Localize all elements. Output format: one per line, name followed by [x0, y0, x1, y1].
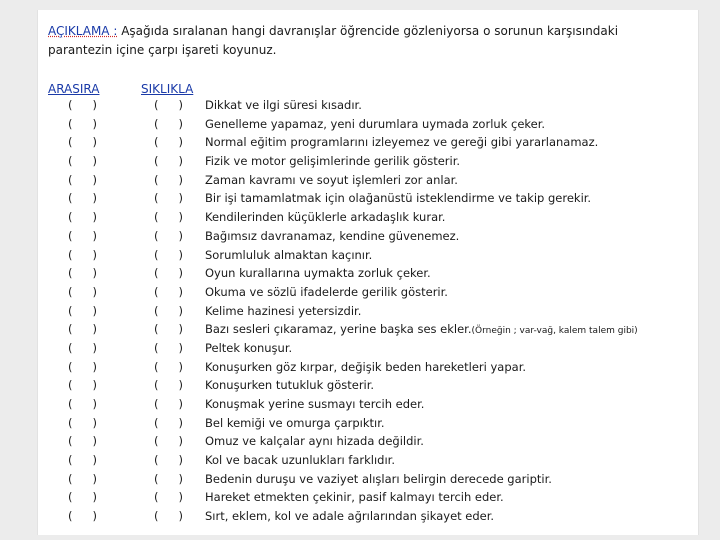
checkbox-open-paren: ( [154, 284, 159, 299]
behavior-statement [205, 171, 458, 190]
behavior-statement [205, 189, 591, 208]
behavior-text: Konuşurken tutukluk gösterir. [205, 378, 375, 393]
checkbox-open-paren: ( [68, 228, 73, 243]
checkbox-open-paren: ( [154, 340, 159, 355]
checkbox-close-paren: ) [92, 453, 97, 468]
checkbox-arasira[interactable] [68, 283, 97, 302]
checkbox-close-paren: ) [92, 210, 97, 225]
checkbox-close-paren: ) [92, 172, 97, 187]
behavior-statement [205, 302, 361, 321]
behavior-row [38, 432, 698, 451]
behavior-statement [205, 507, 494, 526]
checkbox-open-paren: ( [68, 434, 73, 449]
behavior-list [38, 96, 698, 526]
checkbox-close-paren: ) [92, 154, 97, 169]
behavior-text: Oyun kurallarına uymakta zorluk çeker. [205, 266, 431, 281]
checkbox-open-paren: ( [154, 359, 159, 374]
questionnaire-sheet [37, 10, 699, 535]
checkbox-close-paren: ) [92, 509, 97, 524]
checkbox-close-paren: ) [92, 322, 97, 337]
checkbox-open-paren: ( [68, 415, 73, 430]
behavior-row [38, 414, 698, 433]
checkbox-close-paren: ) [92, 247, 97, 262]
checkbox-open-paren: ( [68, 266, 73, 281]
checkbox-open-paren: ( [68, 191, 73, 206]
behavior-statement [205, 470, 552, 489]
checkbox-open-paren: ( [68, 210, 73, 225]
behavior-statement [205, 133, 598, 152]
behavior-statement [205, 283, 448, 302]
checkbox-close-paren: ) [178, 340, 183, 355]
checkbox-close-paren: ) [178, 154, 183, 169]
checkbox-close-paren: ) [92, 303, 97, 318]
checkbox-close-paren: ) [178, 284, 183, 299]
checkbox-open-paren: ( [154, 322, 159, 337]
checkbox-close-paren: ) [92, 135, 97, 150]
checkbox-siklikla[interactable] [154, 395, 183, 414]
behavior-row [38, 152, 698, 171]
checkbox-open-paren: ( [68, 135, 73, 150]
behavior-row [38, 395, 698, 414]
checkbox-close-paren: ) [178, 266, 183, 281]
behavior-row [38, 115, 698, 134]
behavior-text: Kendilerinden küçüklerle arkadaşlık kurar. [205, 210, 446, 225]
behavior-statement [205, 414, 385, 433]
checkbox-close-paren: ) [178, 359, 183, 374]
behavior-statement [205, 208, 445, 227]
behavior-statement [205, 376, 374, 395]
checkbox-siklikla[interactable] [154, 451, 183, 470]
checkbox-close-paren: ) [178, 98, 183, 112]
behavior-text: Dikkat ve ilgi süresi kısadır. [205, 98, 362, 112]
checkbox-siklikla[interactable] [154, 376, 183, 395]
behavior-text: Kelime hazinesi yetersizdir. [205, 303, 362, 318]
checkbox-siklikla[interactable] [154, 227, 183, 246]
checkbox-siklikla[interactable] [154, 189, 183, 208]
checkbox-close-paren: ) [178, 135, 183, 150]
checkbox-arasira[interactable] [68, 96, 97, 115]
column-header-arasira: ARASIRA [48, 82, 100, 96]
checkbox-open-paren: ( [154, 228, 159, 243]
checkbox-close-paren: ) [92, 397, 97, 411]
checkbox-siklikla[interactable] [154, 507, 183, 526]
behavior-statement [205, 246, 372, 265]
behavior-text: Genelleme yapamaz, yeni durumlara uymada zorluk çeker. [205, 116, 546, 131]
checkbox-open-paren: ( [68, 98, 73, 112]
checkbox-siklikla[interactable] [154, 264, 183, 283]
checkbox-close-paren: ) [92, 340, 97, 355]
behavior-statement [205, 227, 459, 246]
checkbox-open-paren: ( [68, 154, 73, 169]
checkbox-close-paren: ) [92, 434, 97, 449]
behavior-statement [205, 96, 362, 115]
checkbox-open-paren: ( [68, 116, 73, 131]
checkbox-open-paren: ( [68, 471, 73, 486]
checkbox-siklikla[interactable] [154, 133, 183, 152]
checkbox-arasira[interactable] [68, 115, 97, 134]
checkbox-arasira[interactable] [68, 133, 97, 152]
checkbox-open-paren: ( [154, 415, 159, 430]
checkbox-open-paren: ( [154, 266, 159, 281]
behavior-statement [205, 488, 504, 507]
behavior-row [38, 507, 698, 526]
behavior-text: Bir işi tamamlatmak için olağanüstü isteklendirme ve takip gerekir. [205, 191, 592, 206]
checkbox-close-paren: ) [178, 172, 183, 187]
behavior-text: Bedenin duruşu ve vaziyet alışları belirgin derecede gariptir. [205, 471, 552, 486]
checkbox-open-paren: ( [154, 509, 159, 524]
behavior-row [38, 283, 698, 302]
checkbox-open-paren: ( [154, 98, 159, 112]
behavior-row [38, 96, 698, 115]
behavior-text: Kol ve bacak uzunlukları farklıdır. [205, 453, 395, 468]
checkbox-close-paren: ) [178, 453, 183, 468]
behavior-text: Konuşmak yerine susmayı tercih eder. [205, 397, 425, 411]
checkbox-close-paren: ) [92, 490, 97, 505]
checkbox-siklikla[interactable] [154, 115, 183, 134]
checkbox-close-paren: ) [178, 434, 183, 449]
behavior-statement [205, 339, 292, 358]
checkbox-arasira[interactable] [68, 189, 97, 208]
checkbox-arasira[interactable] [68, 395, 97, 414]
checkbox-close-paren: ) [92, 359, 97, 374]
checkbox-open-paren: ( [154, 471, 159, 486]
checkbox-open-paren: ( [68, 322, 73, 337]
behavior-text: Fizik ve motor gelişimlerinde gerilik gösterir. [205, 154, 461, 169]
behavior-text: Okuma ve sözlü ifadelerde gerilik gösterir. [205, 284, 448, 299]
behavior-statement [205, 152, 460, 171]
checkbox-close-paren: ) [178, 303, 183, 318]
checkbox-open-paren: ( [154, 172, 159, 187]
checkbox-open-paren: ( [68, 453, 73, 468]
checkbox-arasira[interactable] [68, 208, 97, 227]
checkbox-close-paren: ) [92, 378, 97, 393]
behavior-row [38, 376, 698, 395]
checkbox-close-paren: ) [92, 415, 97, 430]
checkbox-siklikla[interactable] [154, 414, 183, 433]
behavior-row [38, 133, 698, 152]
checkbox-open-paren: ( [68, 378, 73, 393]
behavior-text: Zaman kavramı ve soyut işlemleri zor anlar. [205, 172, 458, 187]
behavior-statement [205, 115, 545, 134]
checkbox-close-paren: ) [92, 116, 97, 131]
checkbox-close-paren: ) [92, 284, 97, 299]
column-header-siklikla: SIKLIKLA [141, 82, 194, 96]
behavior-text: Bazı sesleri çıkaramaz, yerine başka ses ekler. [205, 322, 472, 337]
behavior-row [38, 208, 698, 227]
checkbox-open-paren: ( [68, 490, 73, 505]
checkbox-open-paren: ( [154, 154, 159, 169]
checkbox-close-paren: ) [178, 397, 183, 411]
checkbox-arasira[interactable] [68, 376, 97, 395]
checkbox-open-paren: ( [68, 359, 73, 374]
checkbox-arasira[interactable] [68, 470, 97, 489]
checkbox-arasira[interactable] [68, 302, 97, 321]
checkbox-siklikla[interactable] [154, 302, 183, 321]
instructions-text-line1: Aşağıda sıralanan hangi davranışlar öğrencide gözleniyorsa o sorunun karşısındaki [117, 24, 619, 38]
checkbox-siklikla[interactable] [154, 152, 183, 171]
checkbox-open-paren: ( [154, 210, 159, 225]
checkbox-close-paren: ) [178, 228, 183, 243]
checkbox-arasira[interactable] [68, 171, 97, 190]
checkbox-siklikla[interactable] [154, 470, 183, 489]
checkbox-open-paren: ( [68, 509, 73, 524]
behavior-row [38, 470, 698, 489]
checkbox-arasira[interactable] [68, 488, 97, 507]
checkbox-siklikla[interactable] [154, 171, 183, 190]
checkbox-open-paren: ( [154, 135, 159, 150]
checkbox-arasira[interactable] [68, 432, 97, 451]
behavior-row [38, 171, 698, 190]
behavior-text: Peltek konuşur. [205, 340, 293, 355]
checkbox-close-paren: ) [178, 116, 183, 131]
instructions-text-line2: parantezin içine çarpı işareti koyunuz. [48, 43, 277, 57]
checkbox-open-paren: ( [154, 378, 159, 393]
behavior-statement [205, 432, 424, 451]
checkbox-close-paren: ) [92, 266, 97, 281]
checkbox-siklikla[interactable] [154, 96, 183, 115]
checkbox-siklikla[interactable] [154, 432, 183, 451]
behavior-text: Bağımsız davranamaz, kendine güvenemez. [205, 228, 460, 243]
checkbox-open-paren: ( [68, 397, 73, 411]
checkbox-open-paren: ( [154, 247, 159, 262]
behavior-text: Konuşurken göz kırpar, değişik beden hareketleri yapar. [205, 359, 527, 374]
checkbox-arasira[interactable] [68, 451, 97, 470]
checkbox-siklikla[interactable] [154, 208, 183, 227]
checkbox-open-paren: ( [154, 453, 159, 468]
checkbox-arasira[interactable] [68, 320, 97, 339]
checkbox-open-paren: ( [154, 303, 159, 318]
behavior-text: Sırt, eklem, kol ve adale ağrılarından şikayet eder. [205, 509, 495, 524]
checkbox-arasira[interactable] [68, 152, 97, 171]
checkbox-open-paren: ( [154, 191, 159, 206]
checkbox-arasira[interactable] [68, 227, 97, 246]
checkbox-close-paren: ) [92, 228, 97, 243]
checkbox-arasira[interactable] [68, 264, 97, 283]
checkbox-siklikla[interactable] [154, 246, 183, 265]
behavior-row [38, 264, 698, 283]
checkbox-siklikla[interactable] [154, 339, 183, 358]
checkbox-siklikla[interactable] [154, 488, 183, 507]
behavior-text: Omuz ve kalçalar aynı hizada değildir. [205, 434, 424, 449]
checkbox-close-paren: ) [178, 490, 183, 505]
behavior-row [38, 358, 698, 377]
behavior-row [38, 339, 698, 358]
checkbox-arasira[interactable] [68, 339, 97, 358]
checkbox-arasira[interactable] [68, 414, 97, 433]
checkbox-open-paren: ( [68, 303, 73, 318]
behavior-row [38, 451, 698, 470]
checkbox-open-paren: ( [154, 116, 159, 131]
checkbox-close-paren: ) [178, 415, 183, 430]
checkbox-open-paren: ( [68, 284, 73, 299]
checkbox-close-paren: ) [178, 378, 183, 393]
checkbox-close-paren: ) [178, 191, 183, 206]
checkbox-arasira[interactable] [68, 507, 97, 526]
checkbox-close-paren: ) [92, 471, 97, 486]
behavior-text: Normal eğitim programlarını izleyemez ve gereği gibi yararlanamaz. [205, 135, 599, 150]
behavior-statement [205, 320, 638, 341]
behavior-row [38, 320, 698, 339]
checkbox-open-paren: ( [68, 172, 73, 187]
checkbox-close-paren: ) [178, 509, 183, 524]
behavior-row [38, 488, 698, 507]
checkbox-close-paren: ) [178, 322, 183, 337]
behavior-row [38, 227, 698, 246]
checkbox-close-paren: ) [178, 247, 183, 262]
checkbox-close-paren: ) [92, 191, 97, 206]
checkbox-close-paren: ) [178, 471, 183, 486]
checkbox-close-paren: ) [92, 98, 97, 112]
checkbox-siklikla[interactable] [154, 283, 183, 302]
checkbox-open-paren: ( [154, 490, 159, 505]
checkbox-open-paren: ( [154, 397, 159, 411]
behavior-statement [205, 358, 526, 377]
behavior-example-note: (Örneğin ; var-vağ, kalem talem gibi) [471, 326, 638, 337]
checkbox-arasira[interactable] [68, 246, 97, 265]
behavior-statement [205, 451, 395, 470]
checkbox-siklikla[interactable] [154, 358, 183, 377]
checkbox-siklikla[interactable] [154, 320, 183, 339]
checkbox-arasira[interactable] [68, 358, 97, 377]
behavior-statement [205, 395, 424, 414]
behavior-statement [205, 264, 431, 283]
checkbox-close-paren: ) [178, 210, 183, 225]
instructions [48, 22, 688, 60]
behavior-row [38, 189, 698, 208]
checkbox-open-paren: ( [68, 340, 73, 355]
behavior-row [38, 302, 698, 321]
behavior-row [38, 246, 698, 265]
behavior-text: Hareket etmekten çekinir, pasif kalmayı tercih eder. [205, 490, 504, 505]
behavior-text: Bel kemiği ve omurga çarpıktır. [205, 415, 385, 430]
checkbox-open-paren: ( [68, 247, 73, 262]
behavior-text: Sorumluluk almaktan kaçınır. [205, 247, 373, 262]
instructions-label: AÇIKLAMA : [48, 24, 118, 38]
checkbox-open-paren: ( [154, 434, 159, 449]
